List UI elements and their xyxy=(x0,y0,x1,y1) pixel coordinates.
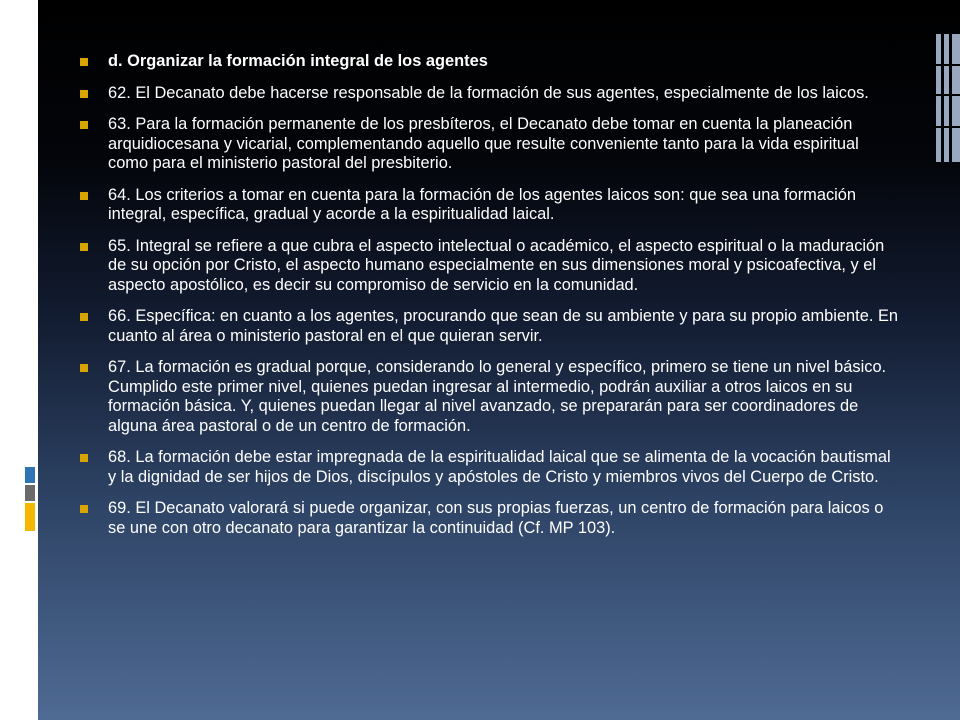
square-bullet-icon xyxy=(80,58,88,66)
accent-block-yellow xyxy=(25,503,35,531)
bullet-item-heading xyxy=(80,52,900,72)
square-bullet-icon xyxy=(80,192,88,200)
square-bullet-icon xyxy=(80,121,88,129)
bullet-text: 63. Para la formación permanente de los presbíteros, el Decanato debe tomar en cuenta la planeación arquidiocesana y vicarial, complementando aquello que resulte conveniente tanto para la vida espiritual como para el ministerio pastoral del presbiterio. xyxy=(108,115,859,172)
square-bullet-icon xyxy=(80,364,88,372)
square-bullet-icon xyxy=(80,313,88,321)
bullet-item-65 xyxy=(80,237,900,296)
square-bullet-icon xyxy=(80,454,88,462)
corner-decoration xyxy=(934,34,960,162)
bullet-item-62 xyxy=(80,84,900,104)
bullet-list xyxy=(80,52,900,550)
accent-block-gray xyxy=(25,485,35,501)
left-margin-strip xyxy=(0,0,38,720)
square-bullet-icon xyxy=(80,505,88,513)
square-bullet-icon xyxy=(80,90,88,98)
accent-block-blue xyxy=(25,467,35,483)
bullet-text: 69. El Decanato valorará si puede organizar, con sus propias fuerzas, un centro de formación para laicos o se une con otro decanato para garantizar la continuidad (Cf. MP 103). xyxy=(108,499,884,537)
bullet-item-66 xyxy=(80,307,900,346)
bullet-text: 64. Los criterios a tomar en cuenta para la formación de los agentes laicos son: que sea una formación integral, específica, gradual y acorde a la espiritualidad laical. xyxy=(108,185,857,223)
bullet-item-68 xyxy=(80,448,900,487)
bullet-item-64 xyxy=(80,186,900,225)
bullet-item-69 xyxy=(80,499,900,538)
square-bullet-icon xyxy=(80,243,88,251)
bullet-text: 62. El Decanato debe hacerse responsable de la formación de sus agentes, especialmente de los laicos. xyxy=(108,83,869,102)
bullet-text: 67. La formación es gradual porque, considerando lo general y específico, primero se tiene un nivel básico. Cumplido este primer nivel, quienes puedan ingresar al intermedio, podrán auxiliar a otros laicos en su formación básica. Y, quienes puedan llegar al nivel avanzado, se prepararán para ser coordinadores de alguna área pastoral o de un centro de formación. xyxy=(108,358,887,435)
bullet-item-67 xyxy=(80,358,900,436)
bullet-text: 65. Integral se refiere a que cubra el aspecto intelectual o académico, el aspecto espiritual o la maduración de su opción por Cristo, el aspecto humano especialmente en sus dimensiones moral y psicoafectiva, y el aspecto apostólico, es decir su compromiso de servicio en la comunidad. xyxy=(108,236,885,294)
bullet-text: d. Organizar la formación integral de los agentes xyxy=(108,52,488,70)
bullet-text: 68. La formación debe estar impregnada de la espiritualidad laical que se alimenta de la vocación bautismal y la dignidad de ser hijos de Dios, discípulos y apóstoles de Cristo y miembros vivos del Cuerpo de Cristo. xyxy=(108,448,891,486)
bullet-text: 66. Específica: en cuanto a los agentes, procurando que sean de su ambiente y para su propio ambiente. En cuanto al área o ministerio pastoral en el que quieran servir. xyxy=(108,307,898,345)
bullet-item-63 xyxy=(80,115,900,174)
